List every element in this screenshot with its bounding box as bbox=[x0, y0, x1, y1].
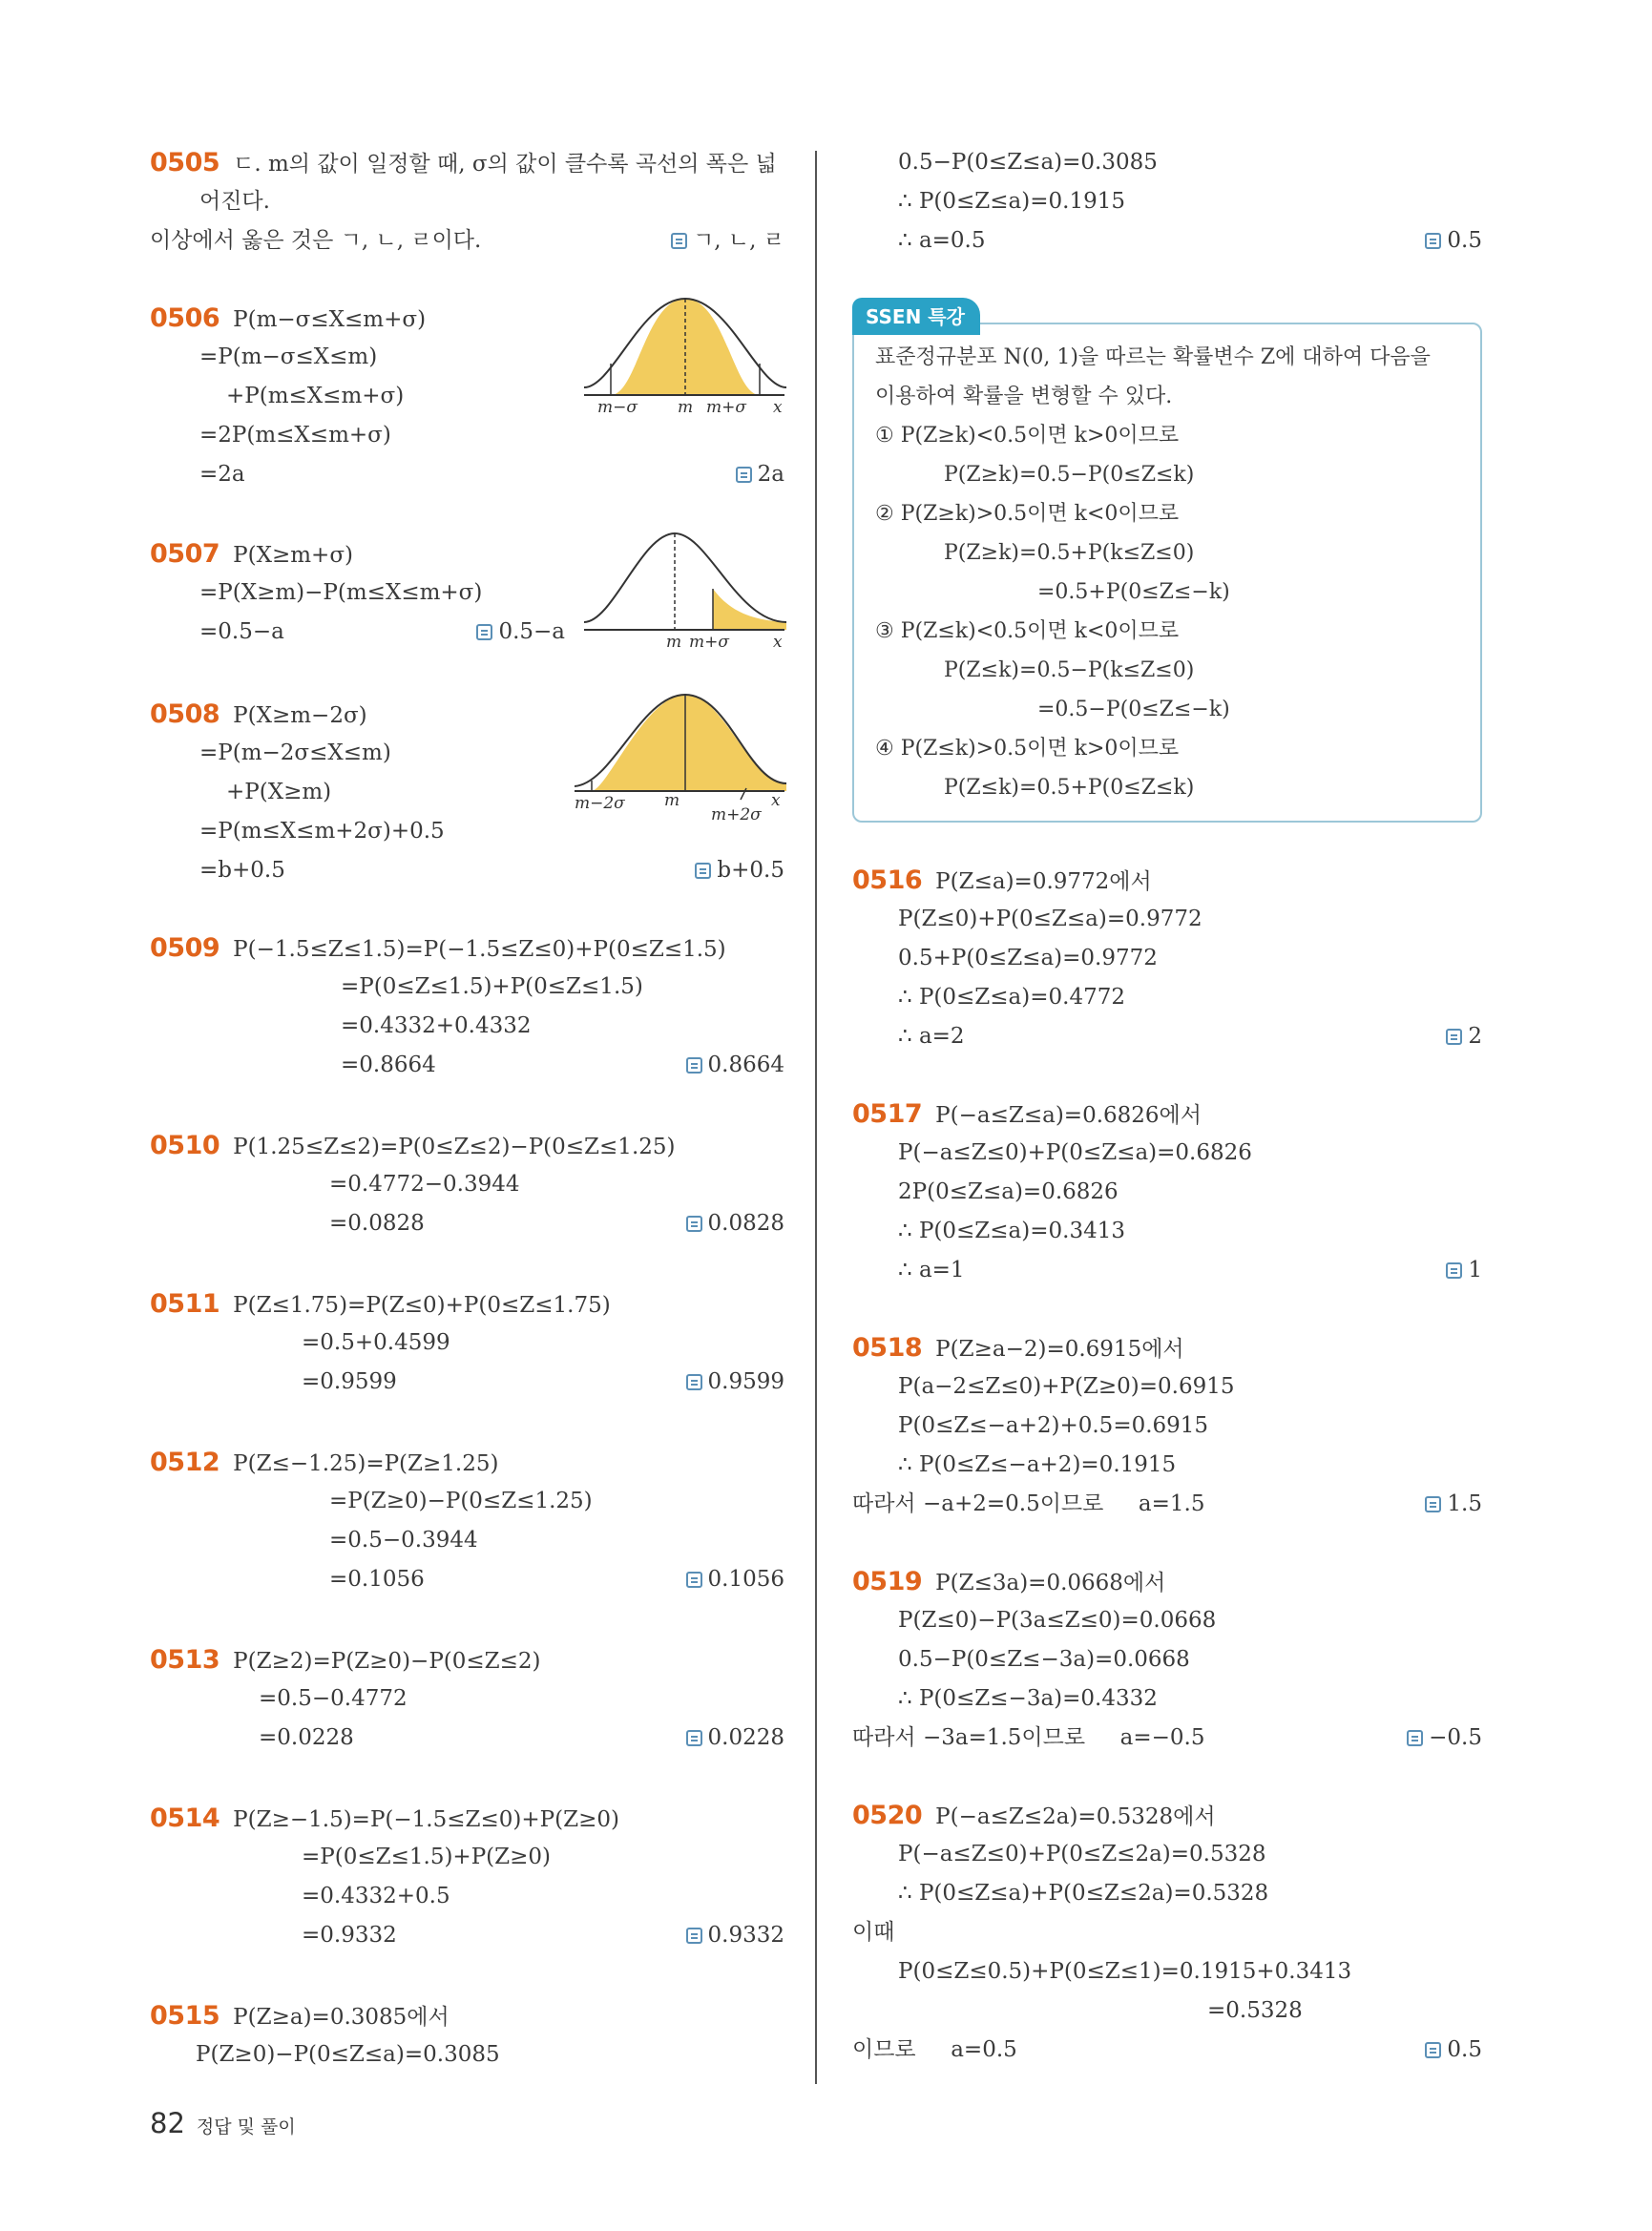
solution-line: =P(0≤Z≤1.5)+P(0≤Z≤1.5) bbox=[341, 974, 643, 999]
solution-line: =P(m≤X≤m+2σ)+0.5 bbox=[199, 819, 445, 844]
answer: 0.5−a bbox=[476, 613, 565, 652]
tick-label: m+σ bbox=[706, 398, 746, 413]
answer-box-icon bbox=[686, 1374, 702, 1390]
problem-number: 0512 bbox=[150, 1448, 220, 1477]
solution-line: P(−a≤Z≤a)=0.6826에서 bbox=[935, 1103, 1202, 1128]
answer-box-icon bbox=[1425, 2042, 1441, 2058]
problem-number: 0515 bbox=[150, 2001, 220, 2031]
tick-label: m−σ bbox=[597, 398, 638, 413]
solution-line: ∴ a=2 bbox=[898, 1024, 965, 1049]
tip-line: ② P(Z≥k)>0.5이면 k<0이므로 bbox=[875, 502, 1180, 526]
left-column bbox=[150, 143, 784, 2075]
problem-0515-continued bbox=[852, 143, 1482, 261]
tick-label: m bbox=[664, 791, 680, 810]
solution-line: =0.1056 bbox=[329, 1567, 425, 1592]
answer-box-icon bbox=[1425, 233, 1441, 249]
tip-line: 이용하여 확률을 변형할 수 있다. bbox=[875, 385, 1173, 408]
solution-line: =P(X≥m)−P(m≤X≤m+σ) bbox=[199, 580, 483, 605]
footer-label: 정답 및 풀이 bbox=[196, 2116, 296, 2137]
tick-label: m+2σ bbox=[711, 805, 762, 824]
solution-line: P(Z≥a−2)=0.6915에서 bbox=[935, 1337, 1184, 1362]
answer-box-icon bbox=[1446, 1262, 1462, 1279]
problem-number: 0507 bbox=[150, 539, 220, 569]
problem-0515 bbox=[150, 1996, 784, 2075]
solution-line: P(Z≤−1.25)=P(Z≥1.25) bbox=[233, 1451, 499, 1476]
normal-curve-figure bbox=[584, 297, 786, 413]
solution-line: 0.5+P(0≤Z≤a)=0.9772 bbox=[898, 946, 1158, 970]
solution-line: P(X≥m−2σ) bbox=[233, 703, 367, 728]
answer: b+0.5 bbox=[695, 851, 784, 890]
answer: 0.5 bbox=[1425, 221, 1482, 261]
solution-line: P(0≤Z≤−a+2)+0.5=0.6915 bbox=[898, 1413, 1209, 1438]
answer-box-icon bbox=[1446, 1029, 1462, 1045]
problem-0514 bbox=[150, 1799, 784, 1955]
answer-box-icon bbox=[736, 467, 752, 483]
problem-0519 bbox=[852, 1562, 1482, 1758]
answer-box-icon bbox=[686, 1216, 702, 1232]
solution-line: 어진다. bbox=[199, 189, 270, 214]
problem-number: 0509 bbox=[150, 933, 220, 963]
solution-line: P(Z≤3a)=0.0668에서 bbox=[935, 1571, 1166, 1595]
solution-line: P(m−σ≤X≤m+σ) bbox=[233, 307, 427, 332]
solution-line: 이상에서 옳은 것은 ㄱ, ㄴ, ㄹ이다. bbox=[150, 228, 482, 253]
answer: 2a bbox=[736, 455, 784, 494]
solution-line: =0.4332+0.5 bbox=[302, 1884, 450, 1908]
solution-line: 이때 bbox=[852, 1920, 895, 1945]
solution-line: P(Z≤1.75)=P(Z≤0)+P(0≤Z≤1.75) bbox=[233, 1293, 611, 1318]
solution-line: ∴ P(0≤Z≤a)=0.3413 bbox=[898, 1219, 1125, 1243]
solution-line: +P(m≤X≤m+σ) bbox=[226, 384, 405, 408]
answer: −0.5 bbox=[1407, 1719, 1482, 1758]
solution-line: =0.9332 bbox=[302, 1923, 397, 1948]
answer: 1 bbox=[1446, 1251, 1482, 1290]
solution-line: =2a bbox=[199, 462, 245, 487]
answer: 0.1056 bbox=[686, 1560, 784, 1599]
answer: 1.5 bbox=[1425, 1485, 1482, 1524]
ssen-tab-label: SSEN 특강 bbox=[852, 298, 980, 335]
solution-line: =0.5−a bbox=[199, 619, 284, 644]
problem-number: 0514 bbox=[150, 1804, 220, 1833]
problem-number: 0511 bbox=[150, 1289, 220, 1319]
solution-line: =P(0≤Z≤1.5)+P(Z≥0) bbox=[302, 1845, 552, 1869]
problem-number: 0520 bbox=[852, 1801, 923, 1830]
tip-line: P(Z≤k)=0.5−P(k≤Z≤0) bbox=[944, 658, 1195, 682]
solution-line: P(Z≤0)−P(3a≤Z≤0)=0.0668 bbox=[898, 1608, 1217, 1633]
tick-label: m bbox=[666, 633, 682, 648]
right-column bbox=[852, 143, 1482, 2070]
solution-line: =0.4772−0.3944 bbox=[329, 1172, 520, 1197]
tick-label: x bbox=[771, 791, 781, 810]
solution-line: 따라서 −a+2=0.5이므로 a=1.5 bbox=[852, 1491, 1205, 1516]
answer-box-icon bbox=[1407, 1730, 1423, 1746]
problem-0507 bbox=[150, 534, 784, 664]
solution-line: =P(m−σ≤X≤m) bbox=[199, 344, 378, 369]
problem-number: 0516 bbox=[852, 865, 923, 895]
solution-line: P(−a≤Z≤0)+P(0≤Z≤a)=0.6826 bbox=[898, 1140, 1252, 1165]
tick-label: x bbox=[773, 398, 783, 413]
tip-line: P(Z≥k)=0.5+P(k≤Z≤0) bbox=[944, 541, 1195, 565]
answer: 2 bbox=[1446, 1017, 1482, 1056]
answer-box-icon bbox=[686, 1057, 702, 1074]
answer: 0.9332 bbox=[686, 1916, 784, 1955]
tip-line: P(Z≥k)=0.5−P(0≤Z≤k) bbox=[944, 463, 1195, 487]
solution-line: P(X≥m+σ) bbox=[233, 543, 354, 568]
tick-label: x bbox=[773, 633, 783, 648]
answer: 0.5 bbox=[1425, 2031, 1482, 2070]
problem-0506 bbox=[150, 299, 784, 501]
solution-line: =P(m−2σ≤X≤m) bbox=[199, 740, 391, 765]
solution-line: P(1.25≤Z≤2)=P(0≤Z≤2)−P(0≤Z≤1.25) bbox=[233, 1135, 676, 1159]
answer: 0.0228 bbox=[686, 1719, 784, 1758]
answer-box-icon bbox=[686, 1572, 702, 1588]
tick-label: m−2σ bbox=[575, 794, 625, 813]
solution-line: P(−a≤Z≤0)+P(0≤Z≤2a)=0.5328 bbox=[898, 1842, 1266, 1866]
problem-0512 bbox=[150, 1443, 784, 1599]
problem-number: 0508 bbox=[150, 699, 220, 729]
tip-line: ④ P(Z≤k)>0.5이면 k>0이므로 bbox=[875, 737, 1180, 761]
solution-line: P(Z≤a)=0.9772에서 bbox=[935, 869, 1152, 894]
solution-line: 이므로 a=0.5 bbox=[852, 2037, 1017, 2062]
problem-0518 bbox=[852, 1328, 1482, 1524]
answer-box-icon bbox=[1425, 1496, 1441, 1512]
answer: 0.9599 bbox=[686, 1363, 784, 1402]
problem-0511 bbox=[150, 1284, 784, 1402]
answer-box-icon bbox=[476, 624, 492, 640]
ssen-tip-box bbox=[852, 305, 1482, 823]
tip-line: =0.5+P(0≤Z≤−k) bbox=[1037, 580, 1230, 604]
solution-line: ∴ P(0≤Z≤a)+P(0≤Z≤2a)=0.5328 bbox=[898, 1881, 1269, 1906]
solution-line: 2P(0≤Z≤a)=0.6826 bbox=[898, 1179, 1119, 1204]
solution-line: P(Z≥2)=P(Z≥0)−P(0≤Z≤2) bbox=[233, 1649, 541, 1674]
solution-line: =0.5−0.3944 bbox=[329, 1528, 478, 1553]
answer-box-icon bbox=[686, 1928, 702, 1944]
problem-number: 0517 bbox=[852, 1099, 923, 1129]
solution-line: =2P(m≤X≤m+σ) bbox=[199, 423, 391, 448]
solution-line: ㄷ. m의 값이 일정할 때, σ의 값이 클수록 곡선의 폭은 넓 bbox=[233, 152, 777, 177]
solution-line: 0.5−P(0≤Z≤−3a)=0.0668 bbox=[898, 1647, 1190, 1672]
solution-line: P(−a≤Z≤2a)=0.5328에서 bbox=[935, 1804, 1216, 1829]
solution-line: =0.0828 bbox=[329, 1211, 425, 1236]
tip-line: ① P(Z≥k)<0.5이면 k>0이므로 bbox=[875, 424, 1180, 448]
solution-line: =0.0228 bbox=[259, 1725, 354, 1750]
normal-curve-figure bbox=[575, 693, 786, 826]
solution-line: =0.8664 bbox=[341, 1053, 436, 1077]
solution-line: =0.5−0.4772 bbox=[259, 1686, 408, 1711]
problem-0508 bbox=[150, 695, 784, 895]
solution-line: P(Z≥a)=0.3085에서 bbox=[233, 2005, 450, 2030]
answer: 0.8664 bbox=[686, 1046, 784, 1085]
page-footer bbox=[150, 2107, 296, 2139]
solution-line: P(a−2≤Z≤0)+P(Z≥0)=0.6915 bbox=[898, 1374, 1235, 1399]
column-divider bbox=[815, 151, 817, 2084]
answer-box-icon bbox=[686, 1730, 702, 1746]
solution-line: 0.5−P(0≤Z≤a)=0.3085 bbox=[898, 150, 1158, 175]
answer: ㄱ, ㄴ, ㄹ bbox=[671, 221, 784, 261]
problem-0505 bbox=[150, 143, 784, 265]
solution-line: ∴ P(0≤Z≤a)=0.1915 bbox=[898, 189, 1125, 214]
solution-line: =P(Z≥0)−P(0≤Z≤1.25) bbox=[329, 1489, 593, 1513]
problem-number: 0513 bbox=[150, 1645, 220, 1675]
problem-0516 bbox=[852, 861, 1482, 1056]
tip-line: P(Z≤k)=0.5+P(0≤Z≤k) bbox=[944, 776, 1195, 800]
solution-line: =0.4332+0.4332 bbox=[341, 1013, 532, 1038]
problem-number: 0518 bbox=[852, 1333, 923, 1363]
solution-line: +P(X≥m) bbox=[226, 780, 332, 804]
solution-line: P(Z≥0)−P(0≤Z≤a)=0.3085 bbox=[196, 2042, 500, 2067]
problem-0509 bbox=[150, 928, 784, 1085]
tick-label: m+σ bbox=[689, 633, 729, 648]
problem-0510 bbox=[150, 1126, 784, 1243]
problem-number: 0510 bbox=[150, 1131, 220, 1160]
answer-box-icon bbox=[695, 863, 711, 879]
solution-line: =b+0.5 bbox=[199, 858, 285, 883]
solution-line: =0.9599 bbox=[302, 1369, 397, 1394]
problem-number: 0506 bbox=[150, 303, 220, 333]
problem-0517 bbox=[852, 1095, 1482, 1290]
solution-line: ∴ a=1 bbox=[898, 1258, 965, 1282]
solution-line: ∴ P(0≤Z≤−3a)=0.4332 bbox=[898, 1686, 1158, 1711]
solution-line: ∴ P(0≤Z≤−a+2)=0.1915 bbox=[898, 1452, 1177, 1477]
solution-line: P(Z≤0)+P(0≤Z≤a)=0.9772 bbox=[898, 907, 1202, 931]
answer-box-icon bbox=[671, 233, 687, 249]
problem-number: 0519 bbox=[852, 1567, 923, 1596]
solution-line: ∴ a=0.5 bbox=[898, 228, 986, 253]
page-number: 82 bbox=[150, 2107, 185, 2139]
solution-line: 따라서 −3a=1.5이므로 a=−0.5 bbox=[852, 1725, 1205, 1750]
solution-line: ∴ P(0≤Z≤a)=0.4772 bbox=[898, 985, 1125, 1010]
problem-0513 bbox=[150, 1640, 784, 1758]
solution-line: P(0≤Z≤0.5)+P(0≤Z≤1)=0.1915+0.3413 bbox=[898, 1959, 1352, 1984]
tip-line: =0.5−P(0≤Z≤−k) bbox=[1037, 698, 1230, 721]
answer: 0.0828 bbox=[686, 1204, 784, 1243]
solution-line: P(−1.5≤Z≤1.5)=P(−1.5≤Z≤0)+P(0≤Z≤1.5) bbox=[233, 937, 726, 962]
problem-number: 0505 bbox=[150, 148, 220, 177]
solution-line: P(Z≥−1.5)=P(−1.5≤Z≤0)+P(Z≥0) bbox=[233, 1807, 619, 1832]
solution-line: =0.5328 bbox=[1207, 1998, 1303, 2023]
problem-0520 bbox=[852, 1796, 1482, 2070]
solution-line: =0.5+0.4599 bbox=[302, 1330, 450, 1355]
tip-line: ③ P(Z≤k)<0.5이면 k<0이므로 bbox=[875, 619, 1180, 643]
tick-label: m bbox=[678, 398, 694, 413]
normal-curve-figure bbox=[584, 532, 786, 648]
tip-line: 표준정규분포 N(0, 1)을 따르는 확률변수 Z에 대하여 다음을 bbox=[875, 345, 1431, 369]
